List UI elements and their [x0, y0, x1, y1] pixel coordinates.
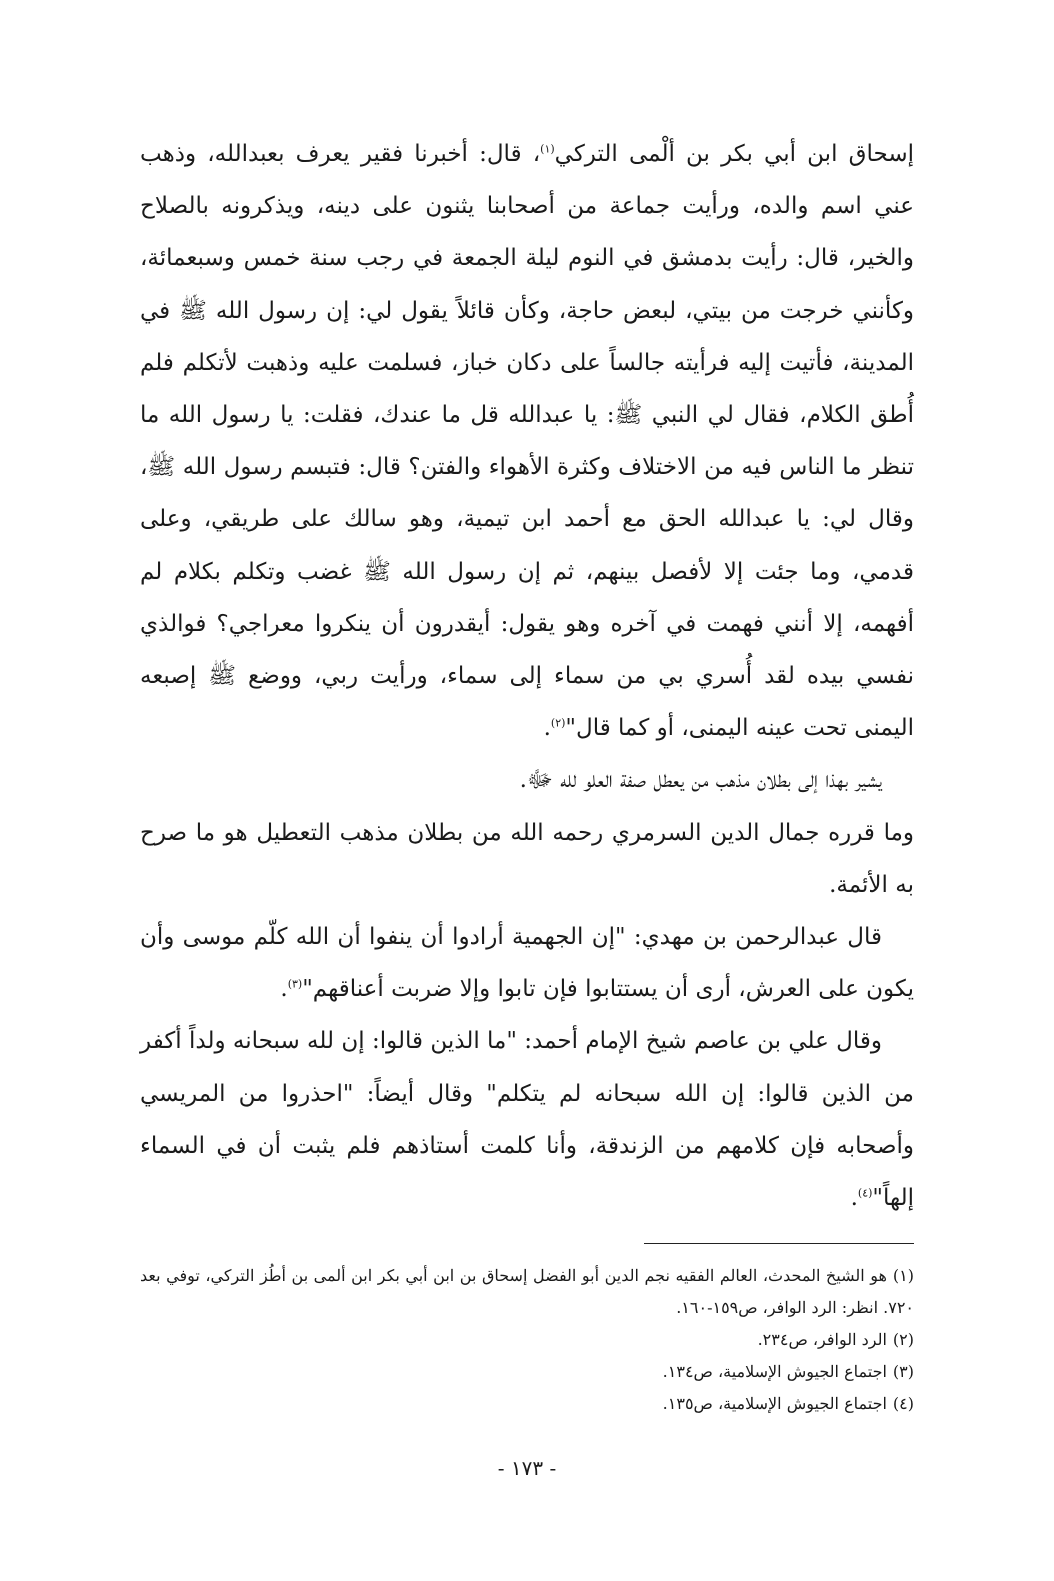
footnote-3 — [140, 1356, 914, 1388]
ibn-mahdi-quote: قال عبدالرحمن بن مهدي: "إن الجهمية أرادوا أن ينفوا أن الله كلّم موسى وأن يكون على العرش، أرى أن يستتابوا فإن تابوا وإلا ضربت أعناقهم" — [140, 924, 914, 1003]
footnote-ref-2[interactable]: (٢) — [550, 716, 566, 730]
footnote-ref-4[interactable]: (٤) — [857, 1186, 873, 1200]
paragraph-commentary: يشير بهذا إلى بطلان مذهب من يعطل صفة العلو لله ﷻ. — [519, 767, 882, 794]
footnote-text: هو الشيخ المحدث، العالم الفقيه نجم الدين أبو الفضل إسحاق بن ابن أبي بكر ابن ألمى بن أطُز التركي، توفي بعد ٧٢٠. انظر: الرد الوافر، ص١٥٩-١٦٠. — [140, 1266, 914, 1317]
narration-text-body: ، قال: أخبرنا فقير يعرف بعبدالله، وذهب عني اسم والده، ورأيت جماعة من أصحابنا يثنون على دينه، ويذكرونه بالصلاح والخير، قال: رأيت بدمشق في النوم ليلة الجمعة في رجب سنة خمس وسبعمائة، وكأنني خرجت من بيتي، لبعض حاجة، وكأن قائلاً يقول لي: إن رسول الله ﷺ في المدينة، فأتيت إليه فرأيته جالساً على دكان خباز، فسلمت عليه وذهبت لأتكلم فلم أُطق الكلام، فقال لي النبي ﷺ: يا عبدالله قل ما عندك، فقلت: يا رسول الله ما تنظر ما الناس فيه من الاختلاف وكثرة الأهواء والفتن؟ قال: فتبسم رسول الله ﷺ، وقال لي: يا عبدالله الحق مع أحمد ابن تيمية، وهو سالك على طريقي، وعلى قدمي، وما جئت إلا لأفصل بينهم، ثم إن رسول الله ﷺ غضب وتكلم بكلام لم أفهمه، إلا أنني فهمت في آخره وهو يقول: أيقدرون أن ينكروا معراجي؟ فوالذي نفسي بيده لقد أُسري بي من سماء إلى سماء، ورأيت ربي، ووضع ﷺ إصبعه اليمنى تحت عينه اليمنى، أو كما قال" — [140, 141, 914, 742]
ibn-mahdi-end: . — [280, 976, 288, 1003]
footnote-separator — [644, 1243, 914, 1244]
footnotes — [140, 1260, 914, 1420]
main-text — [140, 128, 914, 1224]
footnote-4 — [140, 1388, 914, 1420]
ibn-asim-quote: وقال علي بن عاصم شيخ الإمام أحمد: "ما الذين قالوا: إن لله سبحانه ولداً أكفر من الذين قالوا: إن الله سبحانه لم يتكلم" وقال أيضاً: "احذروا من المريسي وأصحابه فإن كلامهم من الزندقة، وأنا كلمت أستاذهم فلم يثبت أن في السماء إلهاً" — [140, 1028, 914, 1212]
footnote-number: (١) — [892, 1266, 914, 1285]
footnote-number: (٤) — [892, 1394, 914, 1413]
footnote-text: الرد الوافر، ص٢٣٤. — [757, 1330, 887, 1349]
footnote-number: (٢) — [892, 1330, 914, 1349]
paragraph-ibn-asim — [140, 1015, 914, 1224]
footnote-text: اجتماع الجيوش الإسلامية، ص١٣٤. — [662, 1362, 887, 1381]
footnote-ref-1[interactable]: (١) — [540, 142, 555, 156]
footnote-2 — [140, 1324, 914, 1356]
footnote-ref-3[interactable]: (٣) — [287, 977, 303, 991]
paragraph-ibn-mahdi — [140, 911, 914, 1015]
narration-text-start: إسحاق ابن أبي بكر بن ألْمى التركي — [554, 141, 914, 167]
page-number: - ١٧٣ - — [497, 1456, 557, 1480]
paragraph-narration — [140, 128, 914, 754]
paragraph-scholars: وما قرره جمال الدين السرمري رحمه الله من بطلان مذهب التعطيل هو ما صرح به الأئمة. — [140, 819, 914, 898]
ibn-asim-end: . — [850, 1185, 858, 1212]
narration-text-end: . — [543, 715, 551, 742]
footnote-number: (٣) — [892, 1362, 914, 1381]
footnote-1 — [140, 1260, 914, 1324]
footnote-text: اجتماع الجيوش الإسلامية، ص١٣٥. — [662, 1394, 887, 1413]
